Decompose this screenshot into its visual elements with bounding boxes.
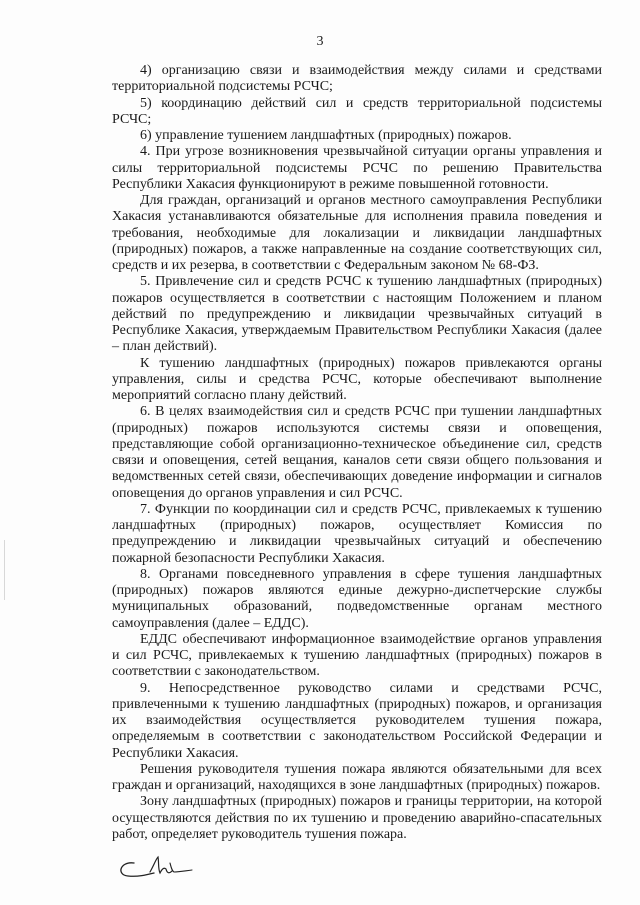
paragraph: 6) управление тушением ландшафтных (природных) пожаров. (140, 128, 512, 143)
paragraph: Решения руководителя тушения пожара являются обязательными для всех граждан и организаций, находящихся в зоне ландшафтных (природных) пожаров. (112, 761, 602, 793)
paragraph: 4) организацию связи и взаимодействия между силами и средствами территориальной подсистемы РСЧС; (112, 63, 602, 95)
page-number: 3 (316, 34, 324, 49)
paragraph: 4. При угрозе возникновения чрезвычайной ситуации органы управления и силы территориальной подсистемы РСЧС по решению Правительства Республики Хакасия функционируют в режиме повышенной готовности. (112, 144, 602, 192)
paragraph: 5. Привлечение сил и средств РСЧС к тушению ландшафтных (природных) пожаров осуществляется в соответствии с настоящим Положением и планом действий по предупреждению и ликвидации чрезвычайных ситуаций в Республике Хакасия, утверждаемым Правительством Республики Хакасия (далее – план действий). (112, 274, 602, 355)
handwritten-signature (112, 845, 202, 885)
paragraph: К тушению ландшафтных (природных) пожаров привлекаются органы управления, силы и средства РСЧС, которые обеспечивают выполнение мероприятий согласно плану действий. (112, 355, 602, 403)
paragraph: Для граждан, организаций и органов местного самоуправления Республики Хакасия устанавливаются обязательные для исполнения правила поведения и требования, необходимые для локализации и ликвидации ландшафтных (природных) пожаров, а также направленные на создание соответствующих сил, средств и их резерва, в соответствии с Федеральным законом № 68-ФЗ. (112, 193, 602, 273)
paragraph: 5) координацию действий сил и средств территориальной подсистемы РСЧС; (112, 95, 602, 127)
paragraph: 9. Непосредственное руководство силами и средствами РСЧС, привлеченными к тушению ландшафтных (природных) пожаров, и организация их взаимодействия осуществляется руководителем тушения пожара, определяемым в соответствии с законодательством Российской Федерации и Республики Хакасия. (112, 680, 602, 761)
paragraph: 7. Функции по координации сил и средств РСЧС, привлекаемых к тушению ландшафтных (природных) пожаров, осуществляет Комиссия по предупреждению и ликвидации чрезвычайных ситуаций и обеспечению пожарной безопасности Республики Хакасия. (112, 501, 602, 566)
paragraph: Зону ландшафтных (природных) пожаров и границы территории, на которой осуществляются действия по их тушению и проведению аварийно-спасательных работ, определяет руководитель тушения пожара. (112, 794, 602, 842)
paragraph: ЕДДС обеспечивают информационное взаимодействие органов управления и сил РСЧС, привлекаемых к тушению ландшафтных (природных) пожаров в соответствии с законодательством. (112, 631, 602, 680)
document-body (112, 63, 602, 843)
paragraph: 8. Органами повседневного управления в сфере тушения ландшафтных (природных) пожаров являются единые дежурно-диспетчерские службы муниципальных образований, подведомственные органам местного самоуправления (далее – ЕДДС). (112, 566, 602, 631)
scan-artifact (4, 540, 5, 600)
paragraph: 6. В целях взаимодействия сил и средств РСЧС при тушении ландшафтных (природных) пожаров используются системы связи и оповещения, представляющие собой организационно-техническое объединение сил, средств связи и оповещения, сетей вещания, каналов сети связи общего пользования и ведомственных сетей связи, обеспечивающих доведение информации и сигналов оповещения до органов управления и сил РСЧС. (112, 404, 602, 501)
